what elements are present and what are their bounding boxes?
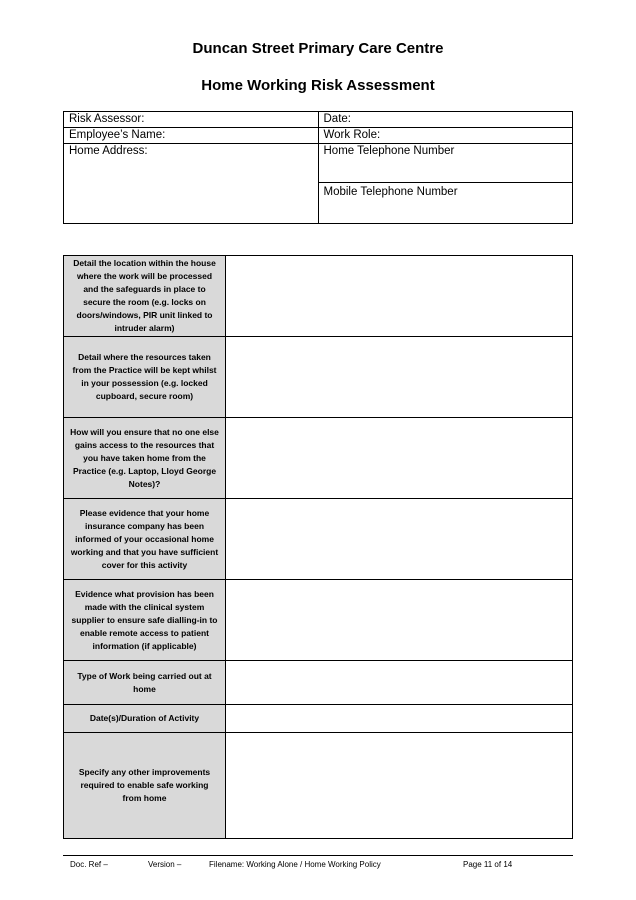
answer-cell[interactable] xyxy=(226,499,573,580)
filename: Filename: Working Alone / Home Working Policy xyxy=(209,860,381,869)
work-role-field[interactable]: Work Role: xyxy=(318,128,573,144)
answer-cell[interactable] xyxy=(226,733,573,839)
question-cell: Detail the location within the house where the work will be processed and the safeguards in place to secure the room (e.g. locks on doors/windows, PIR unit linked to intruder alarm) xyxy=(64,256,226,337)
table-row xyxy=(64,705,573,733)
table-row xyxy=(64,499,573,580)
table-row xyxy=(64,580,573,661)
home-address-field[interactable]: Home Address: xyxy=(64,144,319,224)
home-telephone-field[interactable]: Home Telephone Number xyxy=(318,144,573,183)
page-footer xyxy=(63,855,573,869)
mobile-telephone-field[interactable]: Mobile Telephone Number xyxy=(318,183,573,224)
answer-cell[interactable] xyxy=(226,418,573,499)
question-cell: Specify any other improvements required to enable safe working from home xyxy=(64,733,226,839)
answer-cell[interactable] xyxy=(226,705,573,733)
doc-ref: Doc. Ref – xyxy=(70,860,108,869)
risk-assessor-field[interactable]: Risk Assessor: xyxy=(64,112,319,128)
table-row xyxy=(64,661,573,705)
date-field[interactable]: Date: xyxy=(318,112,573,128)
employee-name-field[interactable]: Employee’s Name: xyxy=(64,128,319,144)
version: Version – xyxy=(148,860,182,869)
form-title: Home Working Risk Assessment xyxy=(201,77,435,94)
answer-cell[interactable] xyxy=(226,256,573,337)
risk-assessment-table xyxy=(63,255,573,839)
page-number: Page 11 of 14 xyxy=(463,860,513,869)
question-cell: Evidence what provision has been made with the clinical system supplier to ensure safe dialling-in to enable remote access to patient information (if applicable) xyxy=(64,580,226,661)
table-row xyxy=(64,337,573,418)
answer-cell[interactable] xyxy=(226,337,573,418)
table-row xyxy=(64,256,573,337)
question-cell: Please evidence that your home insurance company has been informed of your occasional home working and that you have sufficient cover for this activity xyxy=(64,499,226,580)
question-cell: Detail where the resources taken from the Practice will be kept whilst in your possession (e.g. locked cupboard, secure room) xyxy=(64,337,226,418)
answer-cell[interactable] xyxy=(226,580,573,661)
table-row xyxy=(64,418,573,499)
organisation-title: Duncan Street Primary Care Centre xyxy=(192,40,444,57)
question-cell: How will you ensure that no one else gains access to the resources that you have taken home from the Practice (e.g. Laptop, Lloyd George Notes)? xyxy=(64,418,226,499)
answer-cell[interactable] xyxy=(226,661,573,705)
question-cell: Date(s)/Duration of Activity xyxy=(64,705,226,733)
table-row xyxy=(64,733,573,839)
employee-info-table xyxy=(63,111,573,224)
question-cell: Type of Work being carried out at home xyxy=(64,661,226,705)
